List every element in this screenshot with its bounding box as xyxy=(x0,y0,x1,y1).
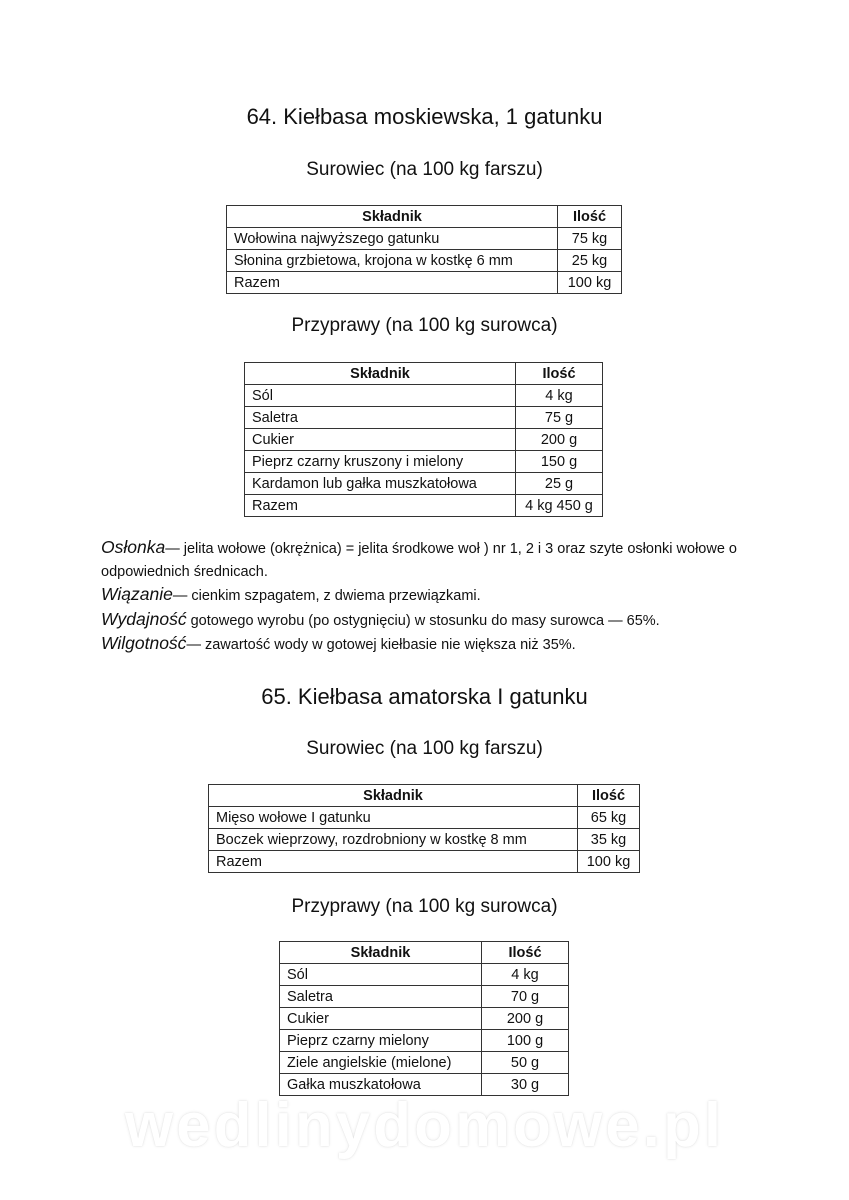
note-term: Wiązanie xyxy=(101,584,173,604)
header-ilosc: Ilość xyxy=(558,206,622,228)
table-row xyxy=(209,851,640,873)
recipe-65-surowiec-heading: Surowiec (na 100 kg farszu) xyxy=(306,738,543,759)
amount-cell: 35 kg xyxy=(578,829,640,851)
table-row xyxy=(245,385,603,407)
ingredient-cell: Kardamon lub gałka muszkatołowa xyxy=(245,473,516,495)
amount-cell: 100 g xyxy=(482,1030,569,1052)
header-ilosc: Ilość xyxy=(516,363,603,385)
amount-cell: 65 kg xyxy=(578,807,640,829)
amount-cell: 4 kg xyxy=(516,385,603,407)
ingredient-cell: Cukier xyxy=(280,1008,482,1030)
amount-cell: 200 g xyxy=(482,1008,569,1030)
ingredient-cell: Razem xyxy=(209,851,578,873)
recipe-64-przyprawy-table xyxy=(244,362,603,517)
recipe-65-surowiec-table xyxy=(208,784,640,873)
amount-cell: 25 g xyxy=(516,473,603,495)
table-header-row xyxy=(245,363,603,385)
table-header-row xyxy=(227,206,622,228)
table-header-row xyxy=(280,942,569,964)
header-skladnik: Składnik xyxy=(280,942,482,964)
table-row xyxy=(280,1008,569,1030)
amount-cell: 25 kg xyxy=(558,250,622,272)
amount-cell: 75 kg xyxy=(558,228,622,250)
amount-cell: 200 g xyxy=(516,429,603,451)
ingredient-cell: Cukier xyxy=(245,429,516,451)
table-row xyxy=(280,1052,569,1074)
table-row xyxy=(227,250,622,272)
recipe-65-przyprawy-table xyxy=(279,941,569,1096)
ingredient-cell: Gałka muszkatołowa xyxy=(280,1074,482,1096)
table-row xyxy=(245,407,603,429)
ingredient-cell: Ziele angielskie (mielone) xyxy=(280,1052,482,1074)
recipe-64-surowiec-heading: Surowiec (na 100 kg farszu) xyxy=(306,159,543,180)
header-skladnik: Składnik xyxy=(209,785,578,807)
table-row xyxy=(245,495,603,517)
amount-cell: 100 kg xyxy=(558,272,622,294)
table-row xyxy=(227,272,622,294)
note-oslonka xyxy=(101,536,801,583)
recipe-65-title: 65. Kiełbasa amatorska I gatunku xyxy=(261,684,588,709)
note-term: Wydajność xyxy=(101,608,187,629)
note-wilgotnosc xyxy=(101,632,801,657)
recipe-64-notes xyxy=(101,536,801,657)
header-skladnik: Składnik xyxy=(227,206,558,228)
note-text: — jelita wołowe (okrężnica) = jelita środkowe woł ) nr 1, 2 i 3 oraz szyte osłonki wołowe o odpowiednich średnicach. xyxy=(101,541,737,580)
note-term: Osłonka xyxy=(101,537,166,557)
note-term: Wilgotność xyxy=(101,633,187,653)
recipe-64-surowiec-table xyxy=(226,205,622,294)
table-row xyxy=(245,473,603,495)
recipe-64-title: 64. Kiełbasa moskiewska, 1 gatunku xyxy=(246,104,603,129)
ingredient-cell: Słonina grzbietowa, krojona w kostkę 6 mm xyxy=(227,250,558,272)
amount-cell: 4 kg 450 g xyxy=(516,495,603,517)
table-row xyxy=(280,1030,569,1052)
note-wiazanie xyxy=(101,583,801,608)
recipe-64-przyprawy-heading: Przyprawy (na 100 kg surowca) xyxy=(291,315,558,336)
site-watermark: wedlinydomowe.pl xyxy=(124,1091,725,1160)
ingredient-cell: Wołowina najwyższego gatunku xyxy=(227,228,558,250)
note-text: — cienkim szpagatem, z dwiema przewiązkami. xyxy=(172,588,481,604)
amount-cell: 70 g xyxy=(482,986,569,1008)
ingredient-cell: Boczek wieprzowy, rozdrobniony w kostkę 8 mm xyxy=(209,829,578,851)
amount-cell: 75 g xyxy=(516,407,603,429)
amount-cell: 50 g xyxy=(482,1052,569,1074)
ingredient-cell: Sól xyxy=(245,385,516,407)
table-row xyxy=(209,829,640,851)
table-row xyxy=(227,228,622,250)
ingredient-cell: Saletra xyxy=(245,407,516,429)
note-text: — zawartość wody w gotowej kiełbasie nie większa niż 35%. xyxy=(186,637,576,653)
ingredient-cell: Razem xyxy=(245,495,516,517)
amount-cell: 4 kg xyxy=(482,964,569,986)
header-skladnik: Składnik xyxy=(245,363,516,385)
table-row xyxy=(209,807,640,829)
amount-cell: 150 g xyxy=(516,451,603,473)
header-ilosc: Ilość xyxy=(578,785,640,807)
table-row xyxy=(245,451,603,473)
note-wydajnosc xyxy=(101,608,801,633)
ingredient-cell: Sól xyxy=(280,964,482,986)
ingredient-cell: Razem xyxy=(227,272,558,294)
table-row xyxy=(280,986,569,1008)
ingredient-cell: Saletra xyxy=(280,986,482,1008)
ingredient-cell: Mięso wołowe I gatunku xyxy=(209,807,578,829)
recipe-65-przyprawy-heading: Przyprawy (na 100 kg surowca) xyxy=(291,896,558,917)
table-row xyxy=(280,964,569,986)
header-ilosc: Ilość xyxy=(482,942,569,964)
amount-cell: 30 g xyxy=(482,1074,569,1096)
ingredient-cell: Pieprz czarny mielony xyxy=(280,1030,482,1052)
note-text: gotowego wyrobu (po ostygnięciu) w stosunku do masy surowca — 65%. xyxy=(186,612,660,629)
amount-cell: 100 kg xyxy=(578,851,640,873)
table-header-row xyxy=(209,785,640,807)
table-row xyxy=(245,429,603,451)
ingredient-cell: Pieprz czarny kruszony i mielony xyxy=(245,451,516,473)
